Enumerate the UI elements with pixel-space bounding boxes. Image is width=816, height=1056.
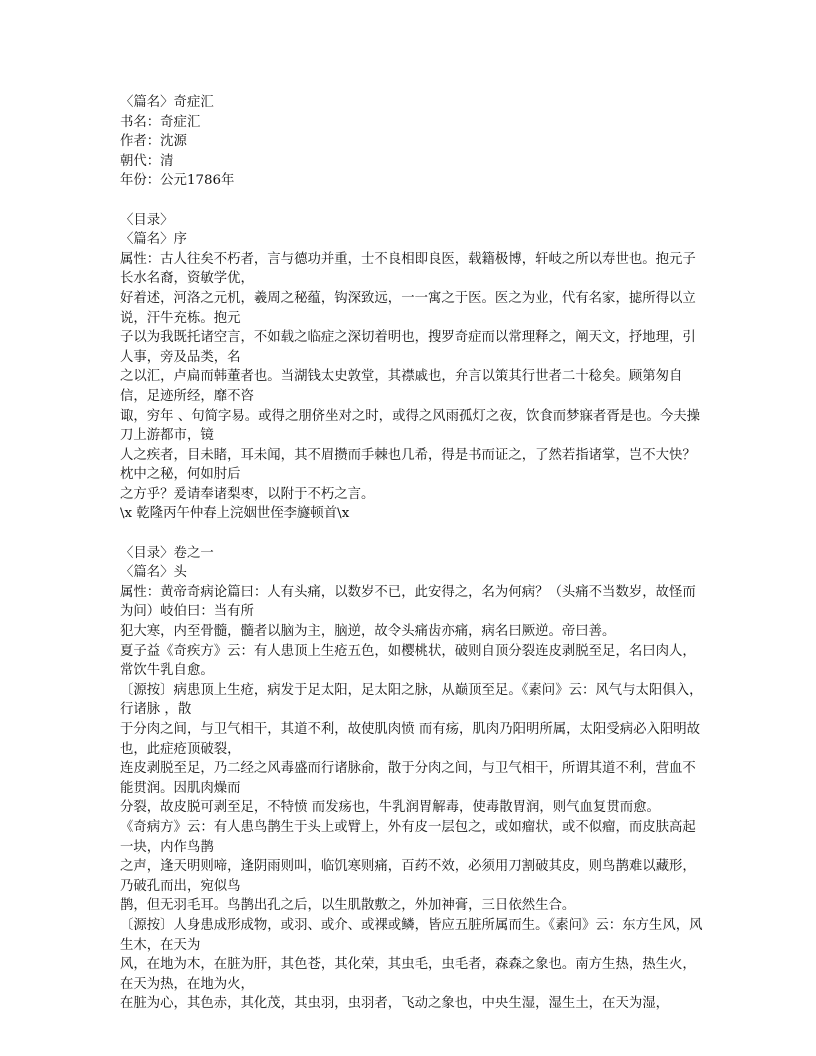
preface-text-line: 人之疾者，目未睹，耳未闻，其不眉攒而手棘也几希，得是书而证之，了然若指诸掌，岂不大快？枕中之秘，何如肘后 <box>120 447 696 483</box>
preface-toc: 〈目录〉 <box>120 212 174 228</box>
preface-text-line: 子以为我既托诸空言，不如载之临症之深切着明也，搜罗奇症而以常理释之，阐天文，抒地理，引人事，旁及品类，名 <box>120 330 696 365</box>
chapter-title: 〈篇名〉头 <box>120 565 187 581</box>
chapter-text-line: 夏子益《奇疾方》云：有人患顶上生疮五色，如樱桃状，破则自顶分裂连皮剥脱至足，名曰肉人，常饮牛乳自愈。 <box>120 643 696 679</box>
chapter-text-line: 连皮剥脱至足，乃二经之风毒盛而行诸脉俞，散于分肉之间，与卫气相干，所谓其道不利，营血不能贯润。因肌肉燥而 <box>120 761 696 796</box>
chapter-text-line: 于分肉之间，与卫气相干，其道不利，故使肌肉愤 而有疡，肌肉乃阳明所属，太阳受病必入阳明故也，此症疮顶破裂， <box>120 722 701 757</box>
preface-text-line: 之以汇，卢扁而韩董者也。当湖钱太史敦堂，其襟戚也，弁言以策其行世者二十稔矣。顾第匆自信，足迹所经，靡不咨 <box>120 369 683 404</box>
chapter-text-line: 《奇病方》云：有人患鸟鹊生于头上或臂上，外有皮一层包之，或如瘤状，或不似瘤，而皮肤高起一块，内作鸟鹊 <box>120 819 696 855</box>
spacer <box>120 191 704 211</box>
preface-text-line: 诹，穷年 、句简字易。或得之朋侪坐对之时，或得之风雨孤灯之夜，饮食而梦寐者胥是也。今夫操刀上游都市，镜 <box>120 408 701 444</box>
preface-text-line: 属性：古人往矣不朽者，言与德功并重，士不良相即良医，载籍极博，轩岐之所以寿世也。抱元子长水名裔，资敏学优， <box>120 251 696 287</box>
chapter-text-line: 之声，逢天明则啼，逢阴雨则叫，临饥寒则痛，百药不效，必须用刀割破其皮，则鸟鹊难以藏形，乃破孔而出，宛似鸟 <box>120 859 696 894</box>
document-page <box>120 93 704 1014</box>
chapter-text-line: 犯大寒，内至骨髓，髓者以脑为主，脑逆，故令头痛齿亦痛，病名曰厥逆。帝曰善。 <box>120 624 616 640</box>
chapter-text-line: 分裂，故皮脱可剥至足，不特愤 而发疡也，牛乳润胃解毒，使毒散胃润，则气血复贯而愈。 <box>120 800 660 816</box>
chapter-toc: 〈目录〉卷之一 <box>120 545 214 561</box>
preface-text-line: 之方乎？爰请奉诸梨枣，以附于不朽之言。 <box>120 486 375 502</box>
chapter-text-line: 鹊，但无羽毛耳。鸟鹊出孔之后，以生肌散敷之，外加神膏，三日依然生合。 <box>120 898 576 914</box>
chapter-text-line: 〔源按〕人身患成形成物，或羽、或介、或裸或鳞，皆应五脏所属而生。《素问》云：东方生风，风生木，在天为 <box>120 917 703 953</box>
preface-title: 〈篇名〉序 <box>120 232 187 248</box>
header-line-book-name: 书名：奇症汇 <box>120 114 201 130</box>
preface-signature: \x 乾隆丙午仲春上浣姻世侄李旞顿首\x <box>120 506 350 522</box>
header-line-chapter-name: 〈篇名〉奇症汇 <box>120 95 214 110</box>
chapter-text-line: 属性：黄帝奇病论篇曰：人有头痛，以数岁不已，此安得之，名为何病？（头痛不当数岁，故怪而为问）岐伯曰：当有所 <box>120 584 696 620</box>
chapter-text-line: 在脏为心，其色赤，其化茂，其虫羽，虫羽者，飞动之象也，中央生湿，湿生土，在天为湿， <box>120 996 670 1012</box>
preface-text-line: 好着述，河洛之元机，羲周之秘蕴，钩深致远，一一寓之于医。医之为业，代有名家，摅所得以立说，汗牛充栋。抱元 <box>120 290 696 326</box>
header-line-dynasty: 朝代：清 <box>120 153 174 169</box>
header-line-year: 年份：公元1786年 <box>120 173 235 189</box>
header-line-author: 作者：沈源 <box>120 134 187 150</box>
spacer <box>120 524 704 544</box>
chapter-text-line: 〔源按〕病患顶上生疮，病发于足太阳，足太阳之脉，从巅顶至足。《素问》云：风气与太阳俱入，行诸脉 ，散 <box>120 682 703 718</box>
chapter-text-line: 风，在地为木，在脏为肝，其色苍，其化荣，其虫毛，虫毛者，森森之象也。南方生热，热生火，在天为热，在地为火， <box>120 957 696 992</box>
